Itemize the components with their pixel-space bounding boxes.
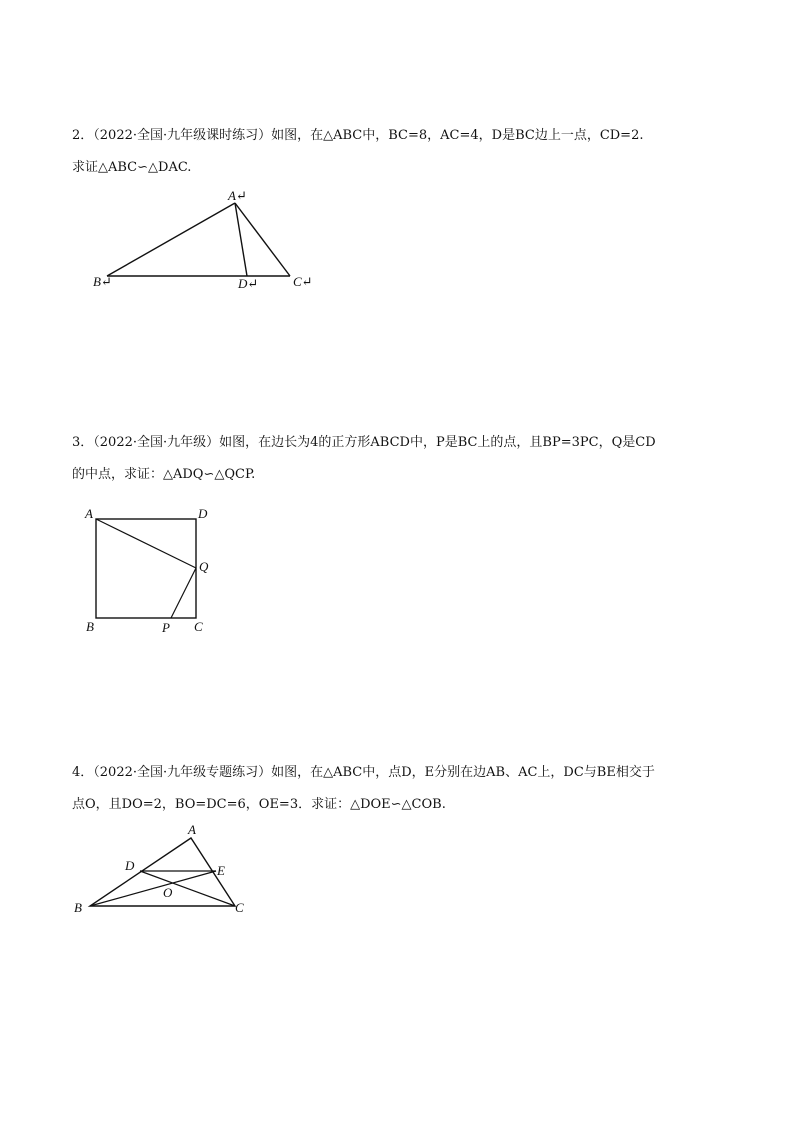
- problem-2-line-2: 求证△ABC∽△DAC.: [72, 160, 192, 175]
- problem-3-line-2: 的中点，求证：△ADQ∽△QCP.: [72, 467, 256, 482]
- segment-aq: [96, 519, 196, 568]
- label-e: E: [217, 863, 225, 878]
- problem-3-line-1: 3．（2022·全国·九年级）如图，在边长为4的正方形ABCD中，P是BC上的点，且BP=3PC，Q是CD: [72, 435, 656, 450]
- label-p: P: [162, 620, 170, 635]
- problem-3-figure: [82, 505, 222, 640]
- problem-4-figure: [70, 820, 260, 920]
- label-c: C↵: [293, 274, 313, 289]
- problem-4-line-2: 点O，且DO=2，BO=DC=6，OE=3．求证：△DOE∽△COB.: [72, 797, 446, 812]
- problem-2-text: [72, 120, 732, 184]
- label-c: C: [194, 619, 203, 634]
- label-o: O: [163, 885, 173, 900]
- label-c: C: [235, 900, 244, 915]
- problem-4-line-1: 4．（2022·全国·九年级专题练习）如图，在△ABC中，点D，E分别在边AB、AC上，DC与BE相交于: [72, 765, 655, 780]
- label-q: Q: [199, 559, 209, 574]
- problem-4-text: [72, 757, 732, 821]
- label-b: B: [74, 900, 82, 915]
- segment-ac: [235, 203, 290, 276]
- label-a: A↵: [228, 188, 247, 203]
- square-abcd: [96, 519, 196, 618]
- label-d: D↵: [238, 276, 259, 291]
- label-a: A: [85, 506, 93, 521]
- label-b: B↵: [93, 274, 112, 289]
- label-d: D: [198, 506, 208, 521]
- segment-qp: [171, 568, 196, 618]
- problem-2-figure: [90, 190, 330, 300]
- label-a: A: [188, 822, 196, 837]
- segment-ad: [235, 203, 247, 276]
- label-d: D: [125, 858, 135, 873]
- label-b: B: [86, 619, 94, 634]
- segment-ab: [107, 203, 235, 276]
- problem-3-text: [72, 427, 732, 491]
- problem-2-line-1: 2．（2022·全国·九年级课时练习）如图，在△ABC中，BC=8，AC=4，D是BC边上一点，CD=2.: [72, 128, 644, 143]
